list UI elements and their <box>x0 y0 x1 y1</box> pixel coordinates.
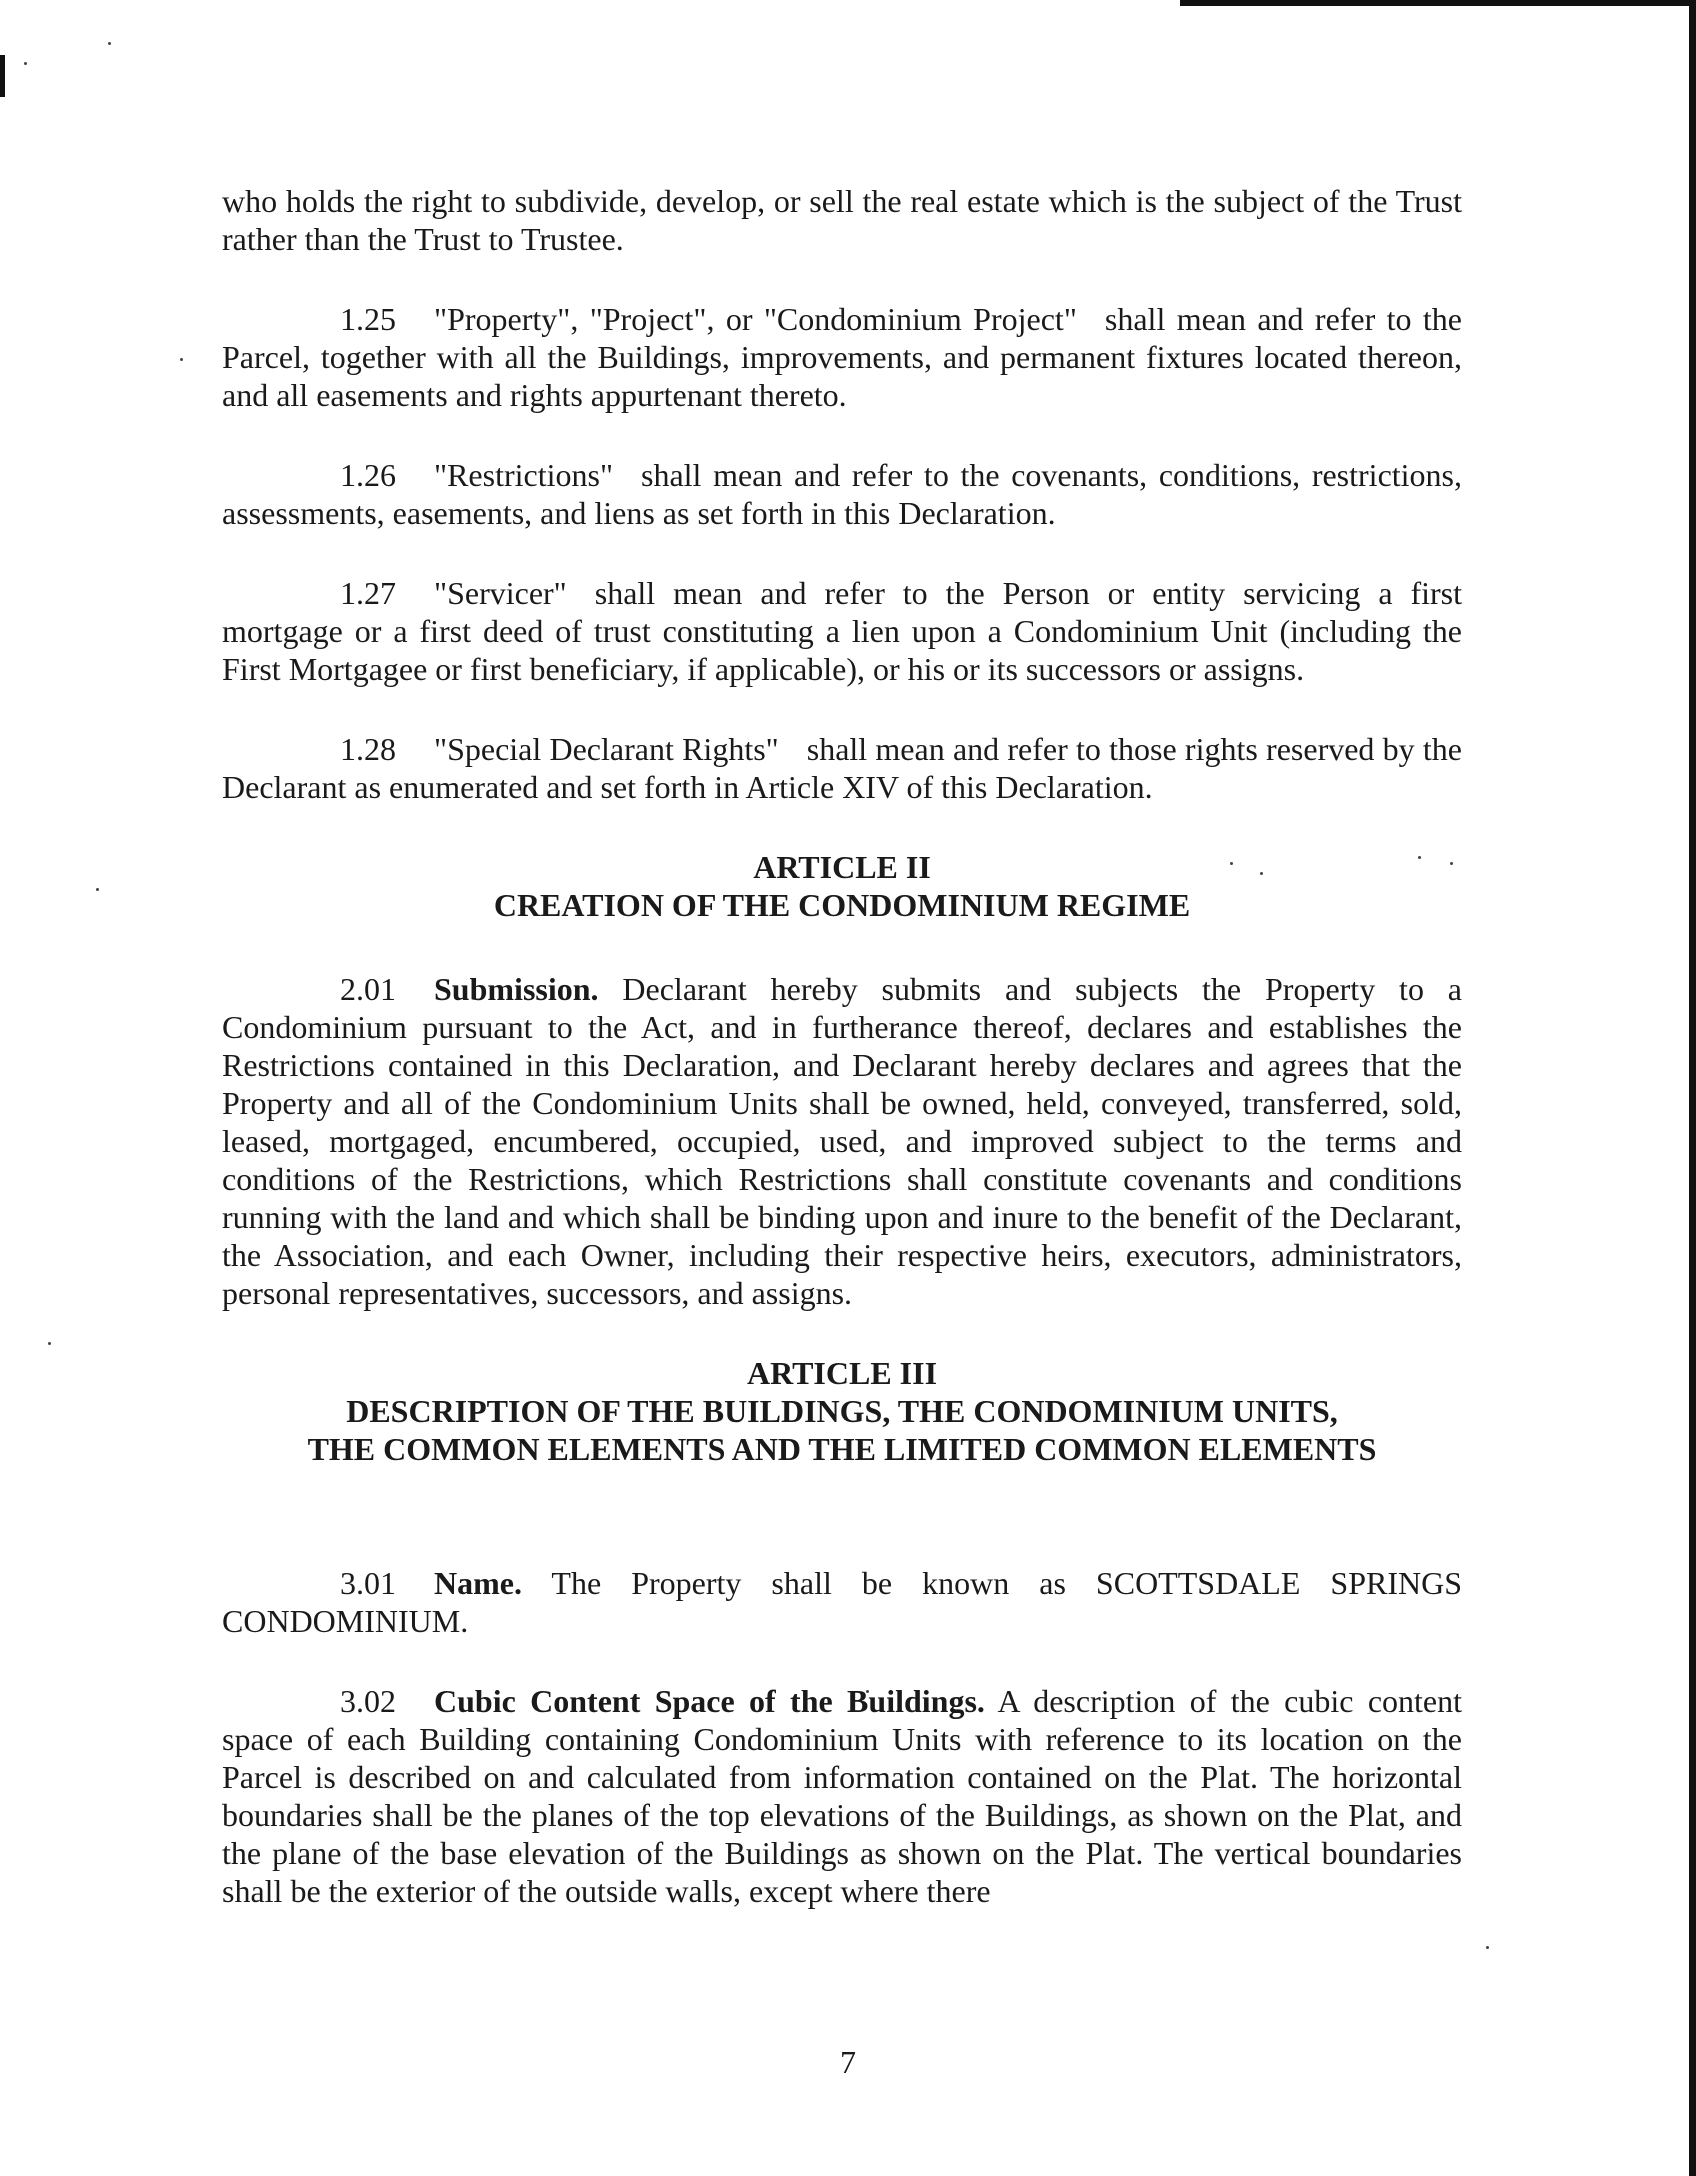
section-text: A description of the cubic content space of each Building containing Condominium Units with reference to its location on the Parcel is described on and calculated from information contained on the Plat. The horizontal boundaries shall be the planes of the top elevations of the Buildings, as shown on the Plat, and the plane of the base elevation of the Buildings as shown on the Plat. The vertical boundaries shall be the exterior of the outside walls, except where there <box>222 1683 1463 1909</box>
article-label: ARTICLE III <box>746 1355 938 1391</box>
section-3-02 <box>222 1682 1462 1910</box>
defined-term: "Servicer" <box>434 575 567 611</box>
article-title-line-2: THE COMMON ELEMENTS AND THE LIMITED COMMON ELEMENTS <box>307 1431 1377 1467</box>
defined-term: "Special Declarant Rights" <box>434 731 779 767</box>
article-3-heading <box>222 1354 1462 1468</box>
definition-1-25 <box>222 300 1462 414</box>
scan-edge-left-mark <box>0 55 5 97</box>
section-number: 1.25 <box>340 301 396 337</box>
definition-text: shall mean and refer to the Parcel, together with all the Buildings, improvements, and permanent fixtures located thereon, and all easements and rights appurtenant thereto. <box>222 301 1463 413</box>
definition-text: shall mean and refer to those rights reserved by the Declarant as enumerated and set forth in Article XIV of this Declaration. <box>222 731 1463 805</box>
defined-term: "Restrictions" <box>434 457 613 493</box>
section-3-01 <box>222 1564 1462 1640</box>
section-heading: Name. <box>434 1565 522 1601</box>
scan-speck <box>24 62 27 65</box>
section-2-01 <box>222 970 1462 1312</box>
definition-text: shall mean and refer to the covenants, conditions, restrictions, assessments, easements, and liens as set forth in this Declaration. <box>222 457 1462 531</box>
defined-term: "Property", "Project", or "Condominium Project" <box>434 301 1077 337</box>
section-number: 2.01 <box>340 971 396 1007</box>
definition-text: shall mean and refer to the Person or entity servicing a first mortgage or a first deed of trust constituting a lien upon a Condominium Unit (including the First Mortgagee or first beneficiary, if applicable), or his or its successors or assigns. <box>222 575 1462 687</box>
section-number: 1.26 <box>340 457 396 493</box>
scan-speck <box>1486 1946 1489 1949</box>
section-number: 3.02 <box>340 1683 396 1719</box>
continuation-paragraph: who holds the right to subdivide, develop, or sell the real estate which is the subject of the Trust rather than the Trust to Trustee. <box>222 183 1462 257</box>
section-number: 1.28 <box>340 731 396 767</box>
page-number: 7 <box>840 2044 856 2080</box>
definition-1-26 <box>222 456 1462 532</box>
section-number: 1.27 <box>340 575 396 611</box>
definition-1-28 <box>222 730 1462 806</box>
article-title: CREATION OF THE CONDOMINIUM REGIME <box>493 887 1191 923</box>
section-heading: Cubic Content Space of the Buildings. <box>434 1683 985 1719</box>
scan-speck <box>96 888 99 891</box>
article-label: ARTICLE II <box>753 849 931 885</box>
scan-edge-top <box>1180 0 1696 6</box>
article-2-heading <box>222 848 1462 924</box>
scan-speck <box>48 1342 51 1345</box>
scan-speck <box>108 42 111 45</box>
section-text: The Property shall be known as SCOTTSDALE SPRINGS CONDOMINIUM. <box>222 1565 1463 1639</box>
section-text: Declarant hereby submits and subjects the Property to a Condominium pursuant to the Act, and in furtherance thereof, declares and establishes the Restrictions contained in this Declaration, and Declarant hereby declares and agrees that the Property and all of the Condominium Units shall be owned, held, conveyed, transferred, sold, leased, mortgaged, encumbered, occupied, used, and improved subject to the terms and conditions of the Restrictions, which Restrictions shall constitute covenants and conditions running with the land and which shall be binding upon and inure to the benefit of the Declarant, the Association, and each Owner, including their respective heirs, executors, administrators, personal representatives, successors, and assigns. <box>222 971 1463 1311</box>
section-heading: Submission. <box>434 971 599 1007</box>
section-number: 3.01 <box>340 1565 396 1601</box>
document-body <box>222 182 1462 1952</box>
definition-1-27 <box>222 574 1462 688</box>
article-title-line-1: DESCRIPTION OF THE BUILDINGS, THE CONDOMINIUM UNITS, <box>346 1393 1338 1429</box>
scan-speck <box>180 358 183 361</box>
scan-edge-right <box>1689 0 1696 2176</box>
